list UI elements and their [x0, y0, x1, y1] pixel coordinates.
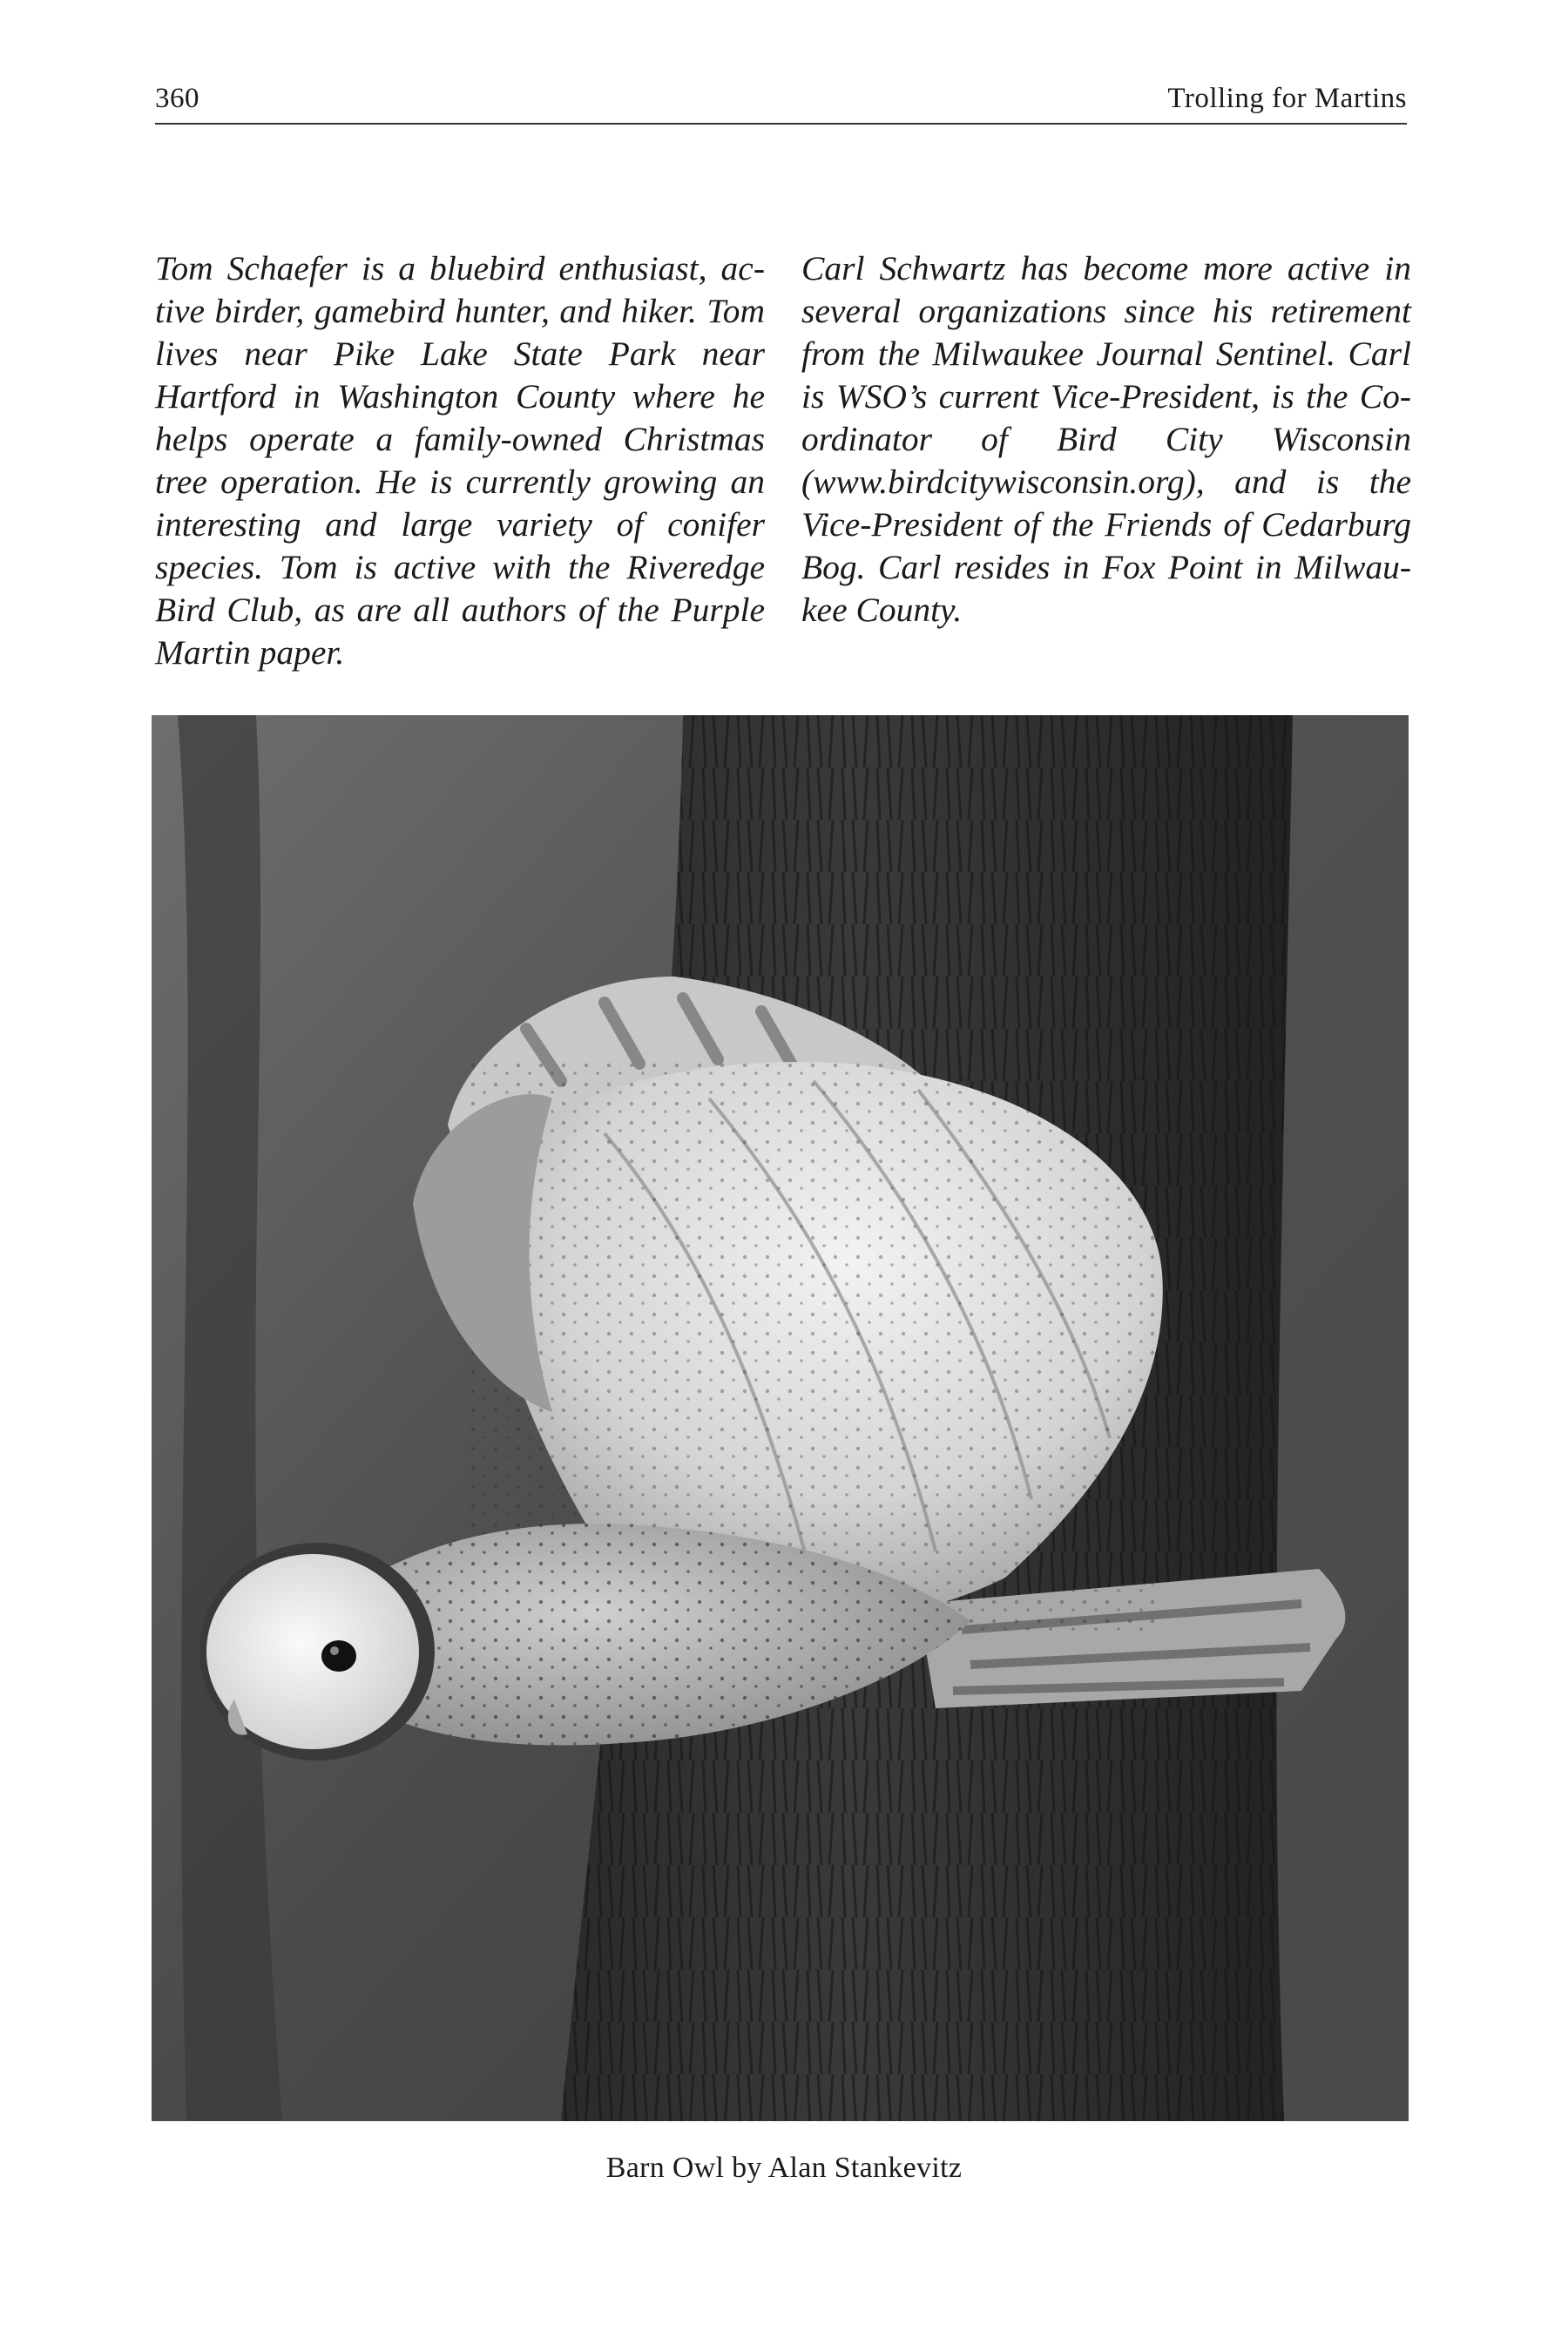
author-bio-schaefer: Tom Schaefer is a bluebird enthusiast, active birder, gamebird hunter, and hiker. Tom lives near Pike Lake State Park near Hartford in Washington County where he helps operate a family-owned Christmas tree operation. He is currently growing an interesting and large variety of conifer species. Tom is active with the Riveredge Bird Club, as are all authors of the Purple Martin paper.: [155, 248, 765, 672]
author-bio-schwartz: Carl Schwartz has become more active in several organizations since his retirement from the Milwaukee Journal Sentinel. Carl is WSO’s current Vice-President, is the Coordinator of Bird City Wisconsin (www.birdcitywisconsin.org), and is the Vice-President of the Friends of Cedarburg Bog. Carl resides in Fox Point in Milwaukee County.: [801, 248, 1411, 629]
figure-caption: Barn Owl by Alan Stankevitz: [605, 2152, 963, 2184]
header-rule: [155, 123, 1407, 125]
barn-owl-photo: [152, 715, 1409, 2121]
page-number: 360: [155, 83, 199, 114]
running-title: Trolling for Martins: [1167, 83, 1407, 114]
running-head: [155, 83, 1407, 115]
